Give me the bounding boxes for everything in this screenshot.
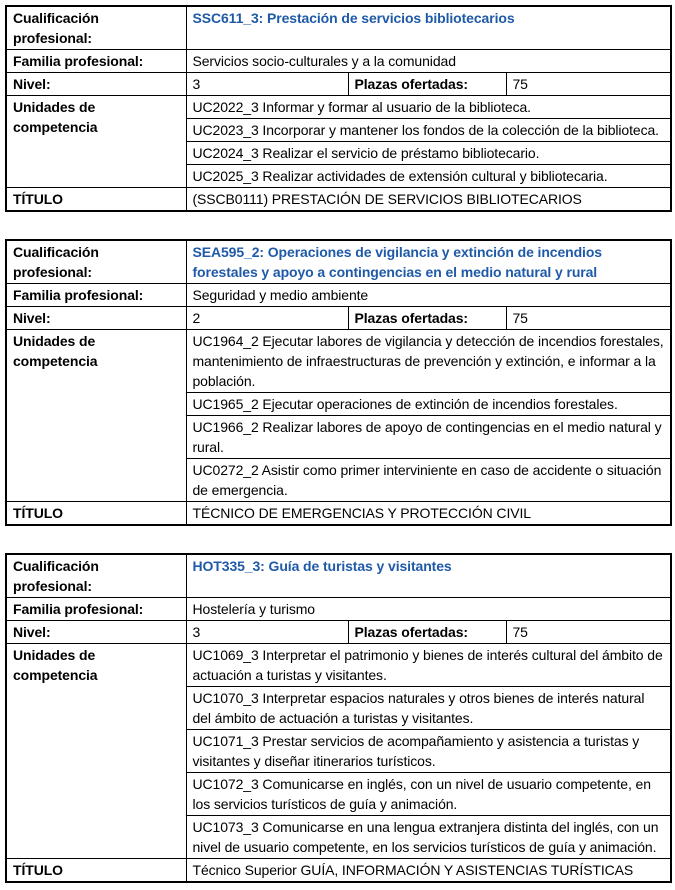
family-value: Servicios socio-culturales y a la comunidad [186, 50, 671, 73]
level-value: 2 [186, 307, 348, 330]
unit-value: UC1965_2 Ejecutar operaciones de extinción de incendios forestales. [186, 393, 671, 416]
level-value: 3 [186, 621, 348, 644]
qualification-table [5, 5, 672, 212]
qualification-tables-container [5, 5, 670, 883]
level-label: Nivel: [6, 621, 186, 644]
level-row [6, 621, 671, 644]
family-value: Seguridad y medio ambiente [186, 284, 671, 307]
level-value: 3 [186, 73, 348, 96]
qualification-row [6, 240, 671, 284]
unit-row [6, 330, 671, 393]
unit-value: UC2023_3 Incorporar y mantener los fondos de la colección de la biblioteca. [186, 119, 671, 142]
qualification-row [6, 554, 671, 598]
table-spacer [5, 526, 670, 553]
unit-value: UC1072_3 Comunicarse en inglés, con un nivel de usuario competente, en los servicios turísticos de guía y animación. [186, 773, 671, 816]
places-value: 75 [506, 307, 671, 330]
units-label: Unidades de competencia [6, 330, 186, 502]
title-value: Técnico Superior GUÍA, INFORMACIÓN Y ASISTENCIAS TURÍSTICAS [186, 859, 671, 883]
title-row [6, 859, 671, 883]
places-label: Plazas ofertadas: [348, 621, 506, 644]
title-label: TÍTULO [6, 502, 186, 526]
places-label: Plazas ofertadas: [348, 307, 506, 330]
unit-value: UC1069_3 Interpretar el patrimonio y bienes de interés cultural del ámbito de actuación a turistas y visitantes. [186, 644, 671, 687]
level-label: Nivel: [6, 307, 186, 330]
family-value: Hostelería y turismo [186, 598, 671, 621]
title-value: TÉCNICO DE EMERGENCIAS Y PROTECCIÓN CIVIL [186, 502, 671, 526]
unit-value: UC0272_2 Asistir como primer interviniente en caso de accidente o situación de emergencia. [186, 459, 671, 502]
family-label: Familia profesional: [6, 50, 186, 73]
qualification-value: HOT335_3: Guía de turistas y visitantes [186, 554, 671, 598]
unit-value: UC1073_3 Comunicarse en una lengua extranjera distinta del inglés, con un nivel de usuario competente, en los servicios turísticos de guía y animación. [186, 816, 671, 859]
level-label: Nivel: [6, 73, 186, 96]
unit-value: UC1070_3 Interpretar espacios naturales y otros bienes de interés natural del ámbito de actuación a turistas y visitantes. [186, 687, 671, 730]
places-label: Plazas ofertadas: [348, 73, 506, 96]
title-row [6, 502, 671, 526]
qualification-value: SSC611_3: Prestación de servicios bibliotecarios [186, 6, 671, 50]
level-row [6, 307, 671, 330]
family-row [6, 284, 671, 307]
title-row [6, 188, 671, 212]
unit-value: UC1966_2 Realizar labores de apoyo de contingencias en el medio natural y rural. [186, 416, 671, 459]
title-label: TÍTULO [6, 859, 186, 883]
places-value: 75 [506, 621, 671, 644]
units-label: Unidades de competencia [6, 644, 186, 859]
qualification-table [5, 239, 672, 526]
qualification-label: Cualificación profesional: [6, 6, 186, 50]
unit-value: UC2024_3 Realizar el servicio de préstamo bibliotecario. [186, 142, 671, 165]
unit-value: UC2022_3 Informar y formar al usuario de la biblioteca. [186, 96, 671, 119]
level-row [6, 73, 671, 96]
table-spacer [5, 212, 670, 239]
family-row [6, 598, 671, 621]
qualification-row [6, 6, 671, 50]
unit-row [6, 644, 671, 687]
family-row [6, 50, 671, 73]
unit-row [6, 96, 671, 119]
qualification-table [5, 553, 672, 883]
qualification-label: Cualificación profesional: [6, 554, 186, 598]
title-label: TÍTULO [6, 188, 186, 212]
unit-value: UC2025_3 Realizar actividades de extensión cultural y bibliotecaria. [186, 165, 671, 188]
units-label: Unidades de competencia [6, 96, 186, 188]
places-value: 75 [506, 73, 671, 96]
unit-value: UC1964_2 Ejecutar labores de vigilancia y detección de incendios forestales, mantenimiento de infraestructuras de prevención y extinción, e informar a la población. [186, 330, 671, 393]
title-value: (SSCB0111) PRESTACIÓN DE SERVICIOS BIBLIOTECARIOS [186, 188, 671, 212]
unit-value: UC1071_3 Prestar servicios de acompañamiento y asistencia a turistas y visitantes y diseñar itinerarios turísticos. [186, 730, 671, 773]
qualification-value: SEA595_2: Operaciones de vigilancia y extinción de incendios forestales y apoyo a contingencias en el medio natural y rural [186, 240, 671, 284]
qualification-label: Cualificación profesional: [6, 240, 186, 284]
family-label: Familia profesional: [6, 598, 186, 621]
family-label: Familia profesional: [6, 284, 186, 307]
